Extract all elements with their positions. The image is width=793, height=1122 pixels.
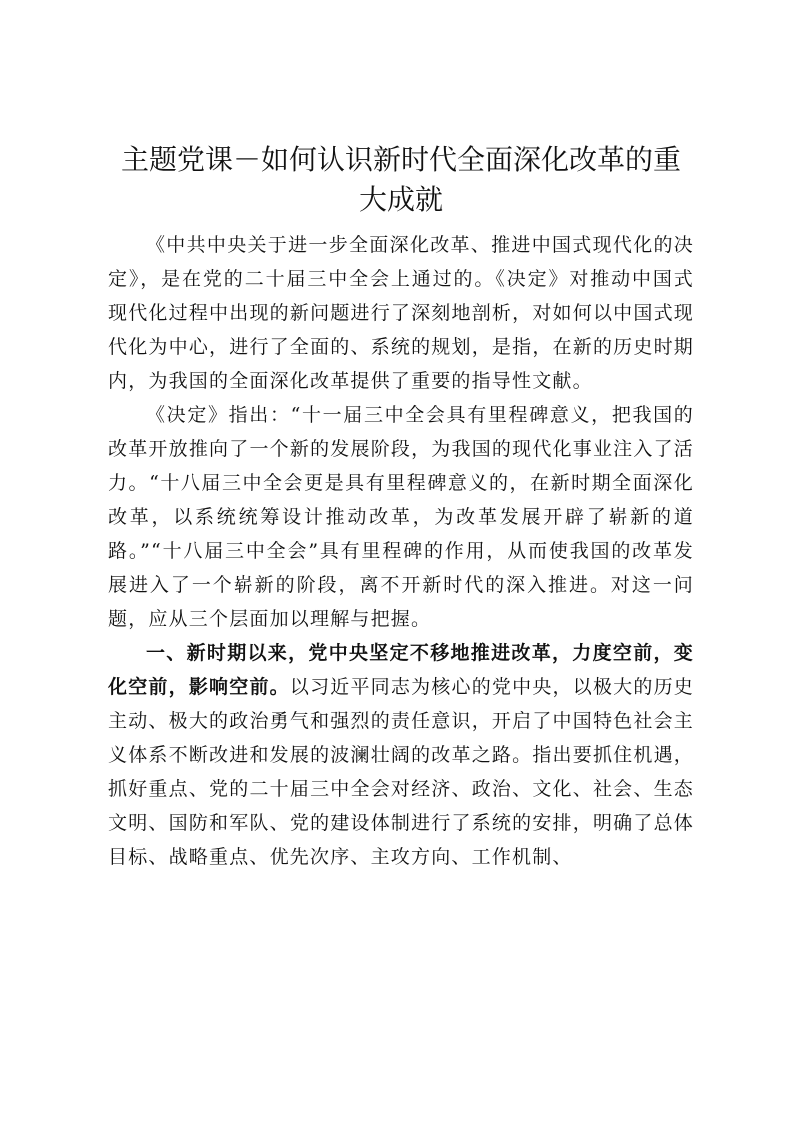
paragraph-intro-text: 《中共中央关于进一步全面深化改革、推进中国式现代化的决定》，是在党的二十届三中全会上通过的。《决定》对推动中国式现代化过程中出现的新问题进行了深刻地剖析，对如何以中国式现代化为中心，进行了全面的、系统的规划，是指，在新的历史时期内，为我国的全面深化改革提供了重要的指导性文献。 (108, 234, 694, 392)
section-one-heading: 一、新时期以来，党中央坚定不移地推进改革，力度空前，变化空前，影响空前。 (108, 642, 694, 698)
paragraph-decision-quote-text: 《决定》指出：“十一届三中全会具有里程碑意义，把我国的改革开放推向了一个新的发展阶段，为我国的现代化事业注入了活力。“十八届三中全会更是具有里程碑意义的，在新时期全面深化改革，以系统统筹设计推动改革，为改革发展开辟了崭新的道路。”“十八届三中全会”具有里程碑的作用，从而使我国的改革发展进入了一个崭新的阶段，离不开新时代的深入推进。对这一问题，应从三个层面加以理解与把握。 (108, 404, 694, 630)
paragraph-section-one (108, 636, 694, 874)
paragraph-decision-quote (108, 398, 694, 636)
document-body (108, 140, 694, 874)
document-title: 主题党课－如何认识新时代全面深化改革的重大成就 (120, 143, 681, 216)
section-one-text: 以习近平同志为核心的党中央，以极大的历史主动、极大的政治勇气和强烈的责任意识，开启了中国特色社会主义体系不断改进和发展的波澜壮阔的改革之路。指出要抓住机遇，抓好重点、党的二十届三中全会对经济、政治、文化、社会、生态文明、国防和军队、党的建设体制进行了系统的安排，明确了总体目标、战略重点、优先次序、主攻方向、工作机制、 (108, 676, 694, 868)
paragraph-intro (108, 228, 694, 398)
